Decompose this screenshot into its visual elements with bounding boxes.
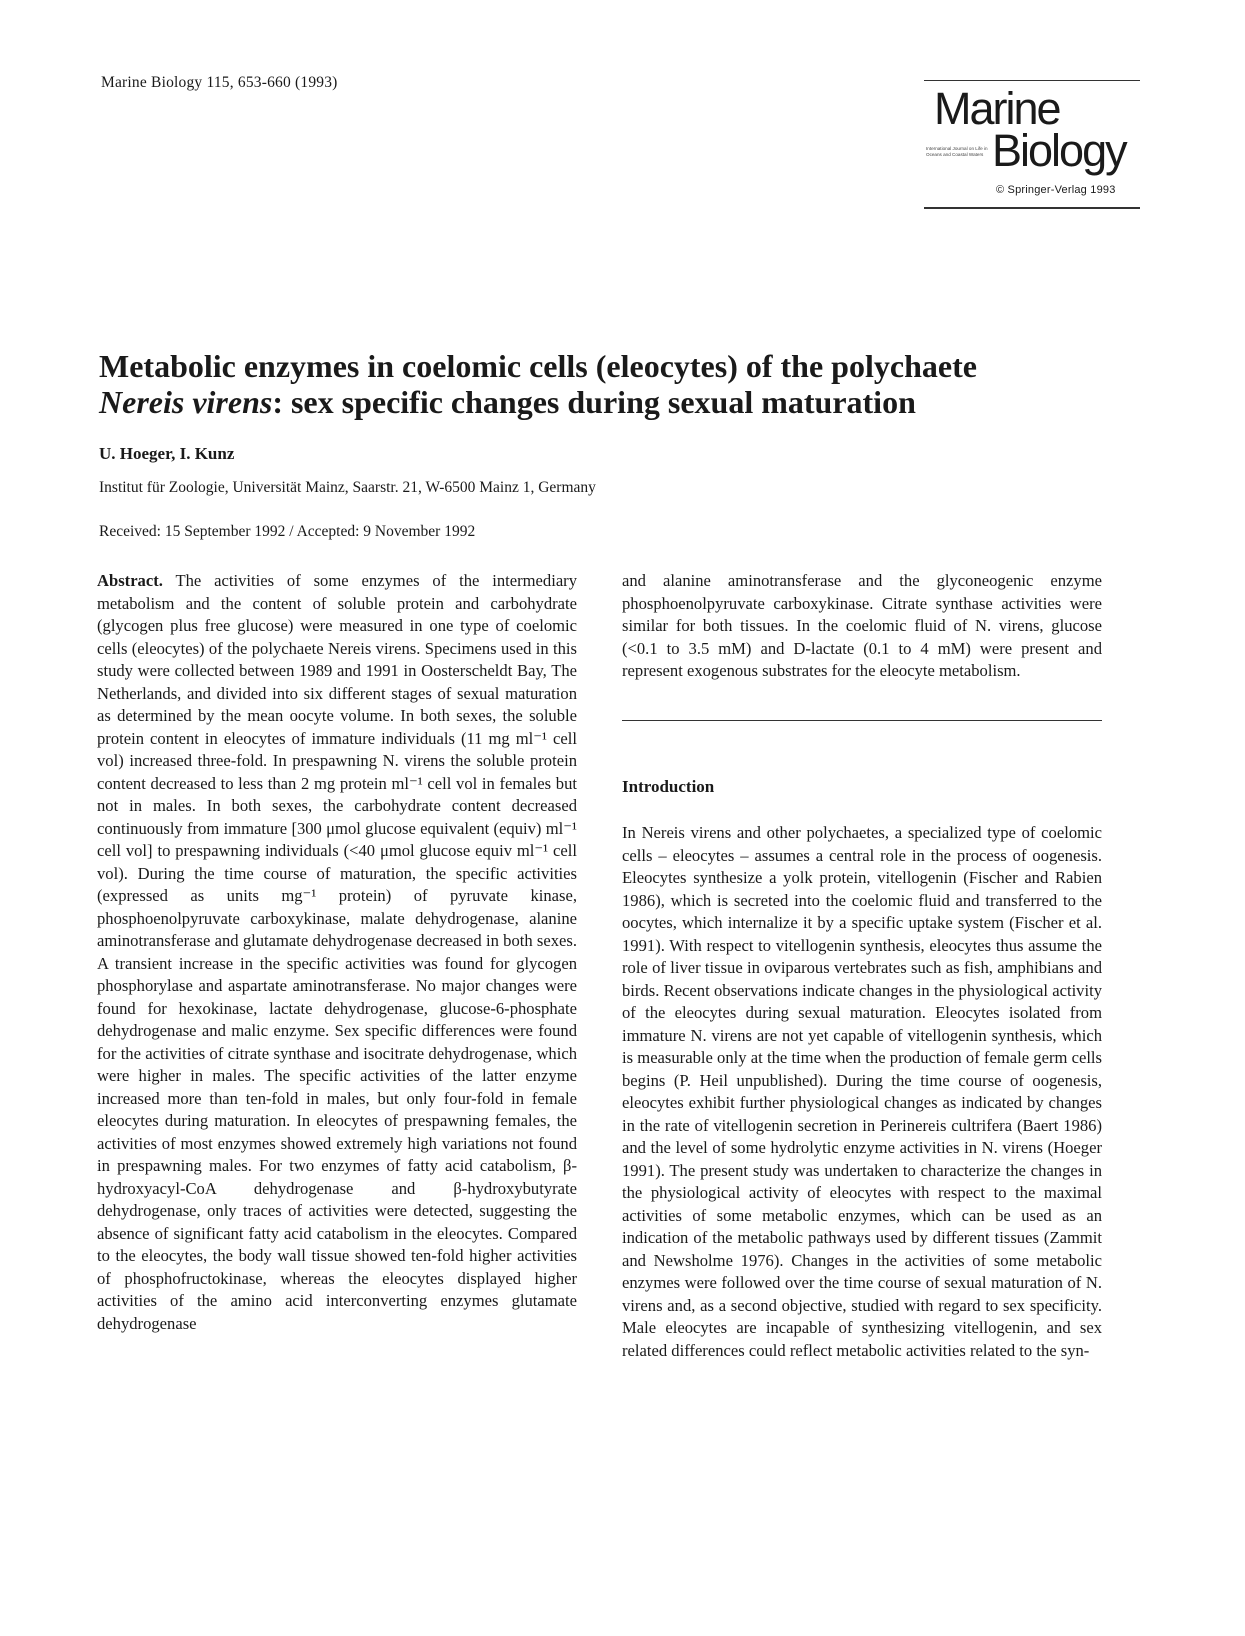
logo-rule-top <box>924 80 1140 81</box>
introduction-column <box>622 822 1102 1362</box>
abstract-divider <box>622 720 1102 721</box>
abstract-label: Abstract. <box>97 571 163 590</box>
abstract-continued: and alanine aminotransferase and the glyconeogenic enzyme phosphoenolpyruvate carboxykinase. Citrate synthase activities were similar for both tissues. In the coelomic fluid of N. virens, glucose (<0.1 to 3.5 mM) and D-lactate (0.1 to 4 mM) were present and represent exogenous substrates for the eleocyte metabolism. <box>622 571 1102 680</box>
abstract-text: The activities of some enzymes of the intermediary metabolism and the content of soluble protein and carbohydrate (glycogen plus free glucose) were measured in one type of coelomic cells (eleocytes) of the polychaete Nereis virens. Specimens used in this study were collected between 1989 and 1991 in Oosterscheldt Bay, The Netherlands, and divided into six different stages of sexual maturation as determined by the mean oocyte volume. In both sexes, the soluble protein content in eleocytes of immature individuals (11 mg ml⁻¹ cell vol) increased three-fold. In prespawning N. virens the soluble protein content decreased to less than 2 mg protein ml⁻¹ cell vol in females but not in males. In both sexes, the carbohydrate content decreased continuously from immature [300 μmol glucose equivalent (equiv) ml⁻¹ cell vol] to prespawning individuals (<40 μmol glucose equiv ml⁻¹ cell vol). During the time course of maturation, the specific activities (expressed as units mg⁻¹ protein) of pyruvate kinase, phosphoenolpyruvate carboxykinase, malate dehydrogenase, alanine aminotransferase and glutamate dehydrogenase decreased in both sexes. A transient increase in the specific activities was found for glycogen phosphorylase and aspartate aminotransferase. No major changes were found for hexokinase, lactate dehydrogenase, glucose-6-phosphate dehydrogenase and malic enzyme. Sex specific differences were found for the activities of citrate synthase and isocitrate dehydrogenase, which were higher in males. The specific activities of the latter enzyme increased more than ten-fold in males, but only four-fold in female eleocytes during maturation. In eleocytes of prespawning females, the activities of most enzymes showed extremely high variations not found in prespawning males. For two enzymes of fatty acid catabolism, β-hydroxyacyl-CoA dehydrogenase and β-hydroxybutyrate dehydrogenase, only traces of activities were detected, suggesting the absence of significant fatty acid catabolism in the eleocytes. Compared to the eleocytes, the body wall tissue showed ten-fold higher activities of phosphofructokinase, whereas the eleocytes displayed higher activities of the amino acid interconverting enzymes glutamate dehydrogenase <box>97 571 578 1333</box>
title-part-1: Metabolic enzymes in coelomic cells (eleocytes) of the polychaete <box>99 348 977 384</box>
article-affiliation: Institut für Zoologie, Universität Mainz, Saarstr. 21, W-6500 Mainz 1, Germany <box>99 479 596 496</box>
journal-logo <box>924 80 1140 212</box>
logo-word-marine: Marine <box>934 83 1060 134</box>
article-title <box>99 348 1119 420</box>
logo-tagline: International Journal on Life in Oceans and Coastal Waters <box>926 146 988 157</box>
logo-rule-bottom <box>924 207 1140 209</box>
journal-citation: Marine Biology 115, 653-660 (1993) <box>101 74 338 91</box>
introduction-heading: Introduction <box>622 777 715 796</box>
abstract-continued-column <box>622 570 1102 683</box>
logo-copyright: © Springer-Verlag 1993 <box>996 184 1116 196</box>
title-species: Nereis virens <box>99 384 273 420</box>
abstract-column <box>97 570 577 1335</box>
title-part-2: : sex specific changes during sexual maturation <box>272 384 916 420</box>
article-dates: Received: 15 September 1992 / Accepted: 9 November 1992 <box>99 523 476 540</box>
article-authors: U. Hoeger, I. Kunz <box>99 444 235 463</box>
logo-word-biology: Biology <box>992 125 1126 176</box>
abstract-paragraph <box>97 570 577 1335</box>
introduction-text: In Nereis virens and other polychaetes, a specialized type of coelomic cells – eleocytes – assumes a central role in the process of oogenesis. Eleocytes synthesize a yolk protein, vitellogenin (Fischer and Rabien 1986), which is secreted into the coelomic fluid and transferred to the oocytes, which internalize it by a specific uptake system (Fischer et al. 1991). With respect to vitellogenin synthesis, eleocytes thus assume the role of liver tissue in oviparous vertebrates such as fish, amphibians and birds. Recent observations indicate changes in the physiological activity of the eleocytes during sexual maturation. Eleocytes isolated from immature N. virens are not yet capable of vitellogenin synthesis, which is measurable only at the time when the production of female germ cells begins (P. Heil unpublished). During the time course of oogenesis, eleocytes exhibit further physiological changes as indicated by changes in the rate of vitellogenin secretion in Perinereis cultrifera (Baert 1986) and the level of some hydrolytic enzyme activities in N. virens (Hoeger 1991). The present study was undertaken to characterize the changes in the physiological activity of eleocytes with respect to the maximal activities of some metabolic enzymes, which can be used as an indication of the metabolic pathways used by different tissues (Zammit and Newsholme 1976). Changes in the activities of some metabolic enzymes were followed over the time course of sexual maturation of N. virens and, as a second objective, studied with regard to sex specificity. Male eleocytes are incapable of synthesizing vitellogenin, and sex related differences could reflect metabolic activities related to the syn- <box>622 823 1102 1360</box>
